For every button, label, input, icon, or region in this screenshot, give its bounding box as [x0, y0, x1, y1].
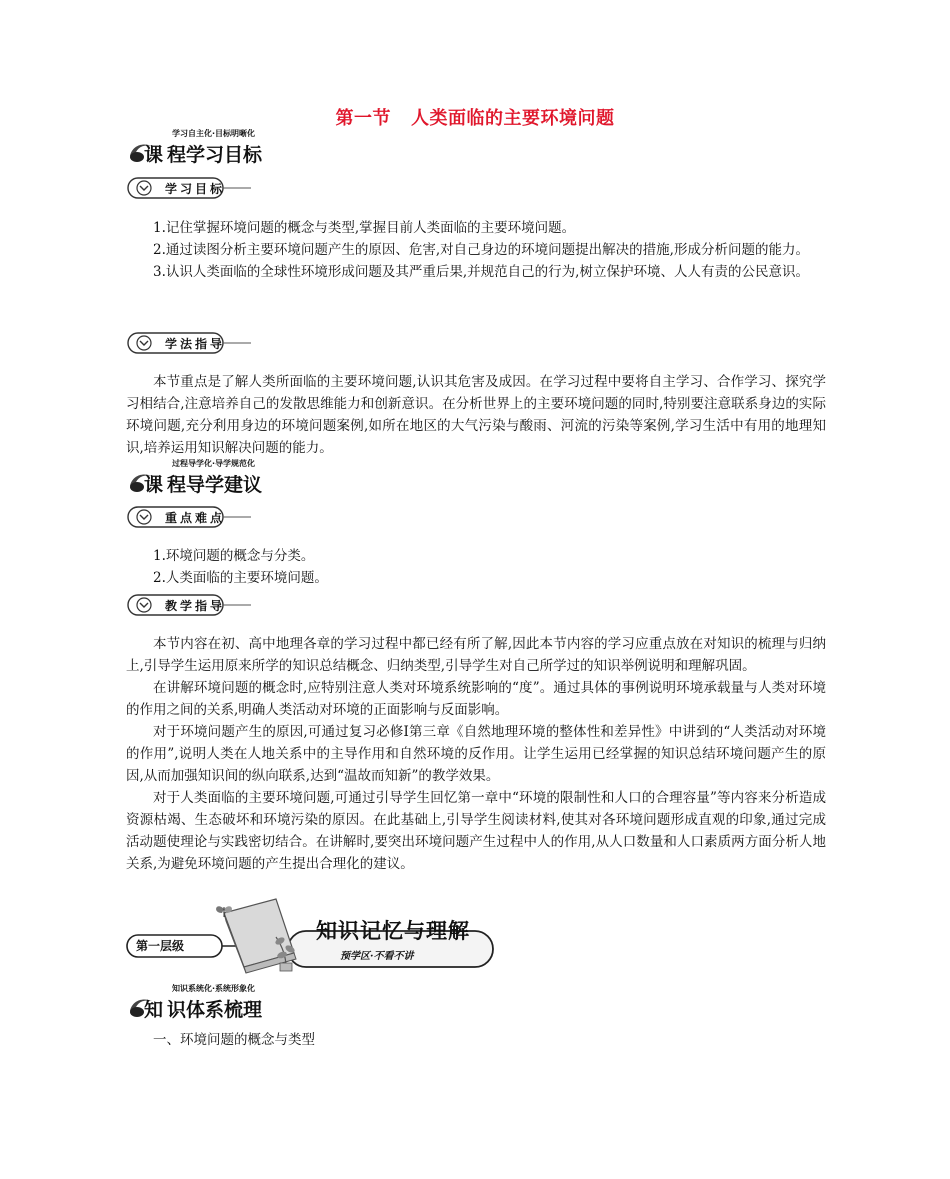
banner-heading: 课 程学习目标 [144, 144, 263, 166]
subheading-label: 重点难点 [165, 511, 226, 525]
level-banner [126, 893, 498, 975]
section-banner-knowledge-system [126, 983, 426, 1023]
teaching-paragraph: 对于人类面临的主要环境问题,可通过引导学生回忆第一章中“环境的限制性和人口的合理容量”等内容来分析造成资源枯竭、生态破坏和环境污染的原因。在此基础上,引导学生阅读材料,使其对各环境问题形成直观的印象,通过完成活动题使理论与实践密切结合。在讲解时,要突出环境问题产生过程中人的作用,从人口数量和人口素质两方面分析人地关系,为避免环境问题的产生提出合理化的建议。 [126, 790, 826, 872]
banner-tagline: 学习自主化·目标明晰化 [172, 129, 256, 138]
key-point-item: 1.环境问题的概念与分类。 [153, 548, 315, 564]
objective-item: 1.记住掌握环境问题的概念与类型,掌握目前人类面临的主要环境问题。 [153, 220, 576, 236]
method-paragraph [126, 371, 826, 459]
page-title [0, 104, 950, 130]
key-point-item: 2.人类面临的主要环境问题。 [153, 570, 328, 586]
title-section-number: 第一节 [335, 108, 391, 129]
key-points-list [126, 545, 826, 589]
level-heading: 知识记忆与理解 [316, 919, 470, 943]
method-text: 本节重点是了解人类所面临的主要环境问题,认识其危害及成因。在学习过程中要将自主学习、合作学习、探究学习相结合,注意培养自己的发散思维能力和创新意识。在分析世界上的主要环境问题的同时,特别要注意联系身边的实际环境问题,充分利用身边的环境问题案例,如所在地区的大气污染与酸雨、河流的污染等案例,学习生活中有用的地理知识,培养运用知识解决问题的能力。 [126, 374, 826, 456]
section-banner-guided-learning [126, 458, 426, 498]
banner-heading: 课 程导学建议 [144, 474, 263, 496]
objective-item: 2.通过读图分析主要环境问题产生的原因、危害,对自己身边的环境问题提出解决的措施,形成分析问题的能力。 [153, 242, 809, 258]
banner-tagline: 过程导学化·导学规范化 [172, 459, 256, 468]
subheading-method [127, 332, 252, 354]
title-text: 人类面临的主要环境问题 [411, 108, 615, 129]
teaching-paragraph: 本节内容在初、高中地理各章的学习过程中都已经有所了解,因此本节内容的学习应重点放在对知识的梳理与归纳上,引导学生运用原来所学的知识总结概念、归纳类型,引导学生对自己所学过的知识举例说明和理解巩固。 [126, 636, 826, 674]
level-label: 第一层级 [136, 939, 185, 953]
section-banner-learning-goals [126, 128, 426, 168]
subheading-label: 学习目标 [165, 182, 226, 196]
section-heading: 一、环境问题的概念与类型 [153, 1032, 315, 1048]
banner-heading: 知 识体系梳理 [144, 999, 263, 1021]
level-subheading: 预学区·不看不讲 [340, 951, 414, 962]
subheading-key-points [127, 506, 252, 528]
section-heading-paragraph [126, 1029, 826, 1051]
subheading-teaching [127, 594, 252, 616]
objective-item: 3.认识人类面临的全球性环境形成问题及其严重后果,并规范自己的行为,树立保护环境、人人有责的公民意识。 [153, 264, 809, 280]
banner-tagline: 知识系统化·系统形象化 [172, 984, 256, 993]
teaching-paragraphs [126, 633, 826, 875]
subheading-label: 教学指导 [165, 599, 226, 613]
objectives-list [126, 217, 826, 283]
subheading-objectives [127, 177, 252, 199]
teaching-paragraph: 在讲解环境问题的概念时,应特别注意人类对环境系统影响的“度”。通过具体的事例说明环境承载量与人类对环境的作用之间的关系,明确人类活动对环境的正面影响与反面影响。 [126, 680, 826, 718]
subheading-label: 学法指导 [165, 337, 226, 351]
teaching-paragraph: 对于环境问题产生的原因,可通过复习必修Ⅰ第三章《自然地理环境的整体性和差异性》中讲到的“人类活动对环境的作用”,说明人类在人地关系中的主导作用和自然环境的反作用。让学生运用已经掌握的知识总结环境问题产生的原因,从而加强知识间的纵向联系,达到“温故而知新”的教学效果。 [126, 724, 826, 784]
